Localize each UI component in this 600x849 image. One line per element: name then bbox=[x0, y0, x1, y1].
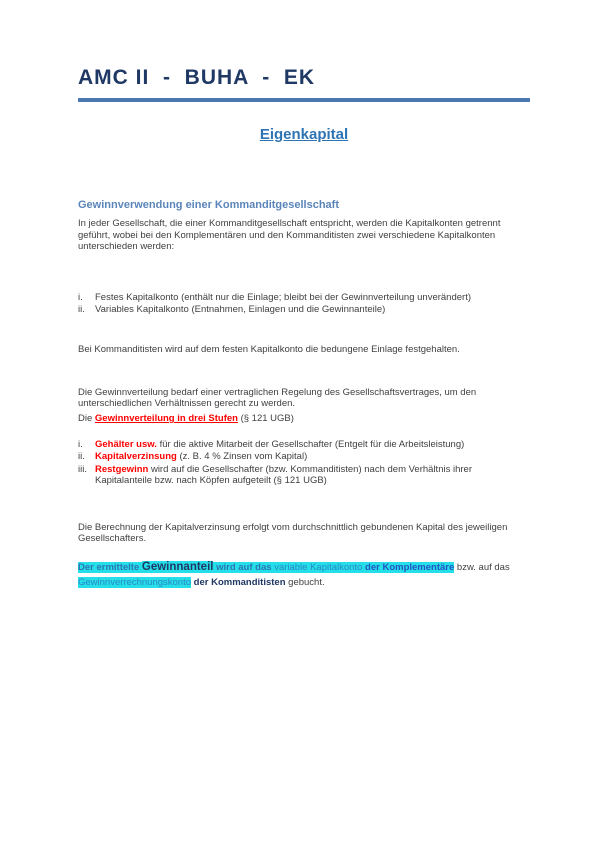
intro-paragraph: In jeder Gesellschaft, die einer Kommanditgesellschaft entspricht, werden die Kapitalkonten getrennt geführt, wobei bei den Komplementären und den Kommanditisten zwei verschiedene Kapitalkonten unterschieden werden: bbox=[78, 218, 501, 252]
step-item bbox=[78, 464, 530, 486]
rule-highlighted-text: Gewinnverteilung in drei Stufen bbox=[94, 413, 238, 425]
verteilung-rule-line bbox=[78, 413, 530, 424]
step-lead-term: Gehälter usw. bbox=[95, 439, 157, 451]
profit-distribution-steps bbox=[78, 439, 530, 486]
list-marker: ii. bbox=[78, 451, 85, 463]
page-title: Eigenkapital bbox=[259, 125, 349, 143]
document-header-title: AMC II - BUHA - EK bbox=[78, 66, 530, 102]
step-text bbox=[95, 464, 530, 486]
segment-gewinnverrechnungskonto: Gewinnverrechnungskonto bbox=[78, 577, 192, 589]
list-marker: iii. bbox=[78, 463, 87, 475]
buchung-paragraph bbox=[78, 559, 530, 589]
segment-variables-kapitalkonto: variable Kapitalkonto bbox=[274, 562, 363, 574]
step-item bbox=[78, 439, 530, 450]
list-item bbox=[78, 292, 530, 303]
verteilung-paragraph: Die Gewinnverteilung bedarf einer vertraglichen Regelung des Gesellschaftsvertrages, um den unterschiedlichen Verhältnissen gerecht zu werden. bbox=[78, 386, 477, 409]
step-rest: wird auf die Gesellschafter (bzw. Kommanditisten) nach dem Verhältnis ihrer Kapitalanteile bzw. nach Köpfen aufgeteilt (§ 121 UGB) bbox=[95, 463, 472, 486]
list-marker: ii. bbox=[78, 304, 85, 316]
step-rest: für die aktive Mitarbeit der Gesellschafter (Entgelt für die Arbeitsleistung) bbox=[156, 439, 465, 451]
berechnung-paragraph: Die Berechnung der Kapitalverzinsung erfolgt vom durchschnittlich gebundenen Kapital des jeweiligen Gesellschafters. bbox=[78, 522, 508, 545]
segment-der-komplementaere: der Komplementäre bbox=[362, 562, 455, 574]
segment-wird-auf-das: wird auf das bbox=[213, 562, 275, 574]
list-item-text: Festes Kapitalkonto (enthält nur die Einlage; bleibt bei der Gewinnverteilung unverändert) bbox=[95, 292, 472, 304]
segment-der-kommanditisten: der Kommanditisten bbox=[191, 577, 286, 589]
list-marker: i. bbox=[78, 292, 83, 304]
segment-gebucht: gebucht. bbox=[285, 577, 325, 589]
segment-bzw-auf-das: bzw. auf das bbox=[454, 562, 513, 574]
rule-prefix: Die bbox=[78, 413, 95, 425]
list-marker: i. bbox=[78, 439, 83, 451]
segment-der-ermittelte: Der ermittelte bbox=[78, 562, 142, 574]
section-heading: Gewinnverwendung einer Kommanditgesellschaft bbox=[78, 199, 339, 212]
step-text bbox=[95, 439, 530, 450]
segment-gewinnanteil: Gewinnanteil bbox=[141, 561, 214, 574]
kommanditisten-note: Bei Kommanditisten wird auf dem festen Kapitalkonto die bedungene Einlage festgehalten. bbox=[78, 344, 460, 356]
account-types-list bbox=[78, 292, 530, 315]
rule-law-reference: (§ 121 UGB) bbox=[237, 413, 294, 425]
list-item-text: Variables Kapitalkonto (Entnahmen, Einlagen und die Gewinnanteile) bbox=[95, 304, 386, 316]
step-item bbox=[78, 451, 530, 462]
step-lead-term: Kapitalverzinsung bbox=[95, 451, 177, 463]
step-text bbox=[95, 451, 530, 462]
step-rest: (z. B. 4 % Zinsen vom Kapital) bbox=[176, 451, 308, 463]
list-item bbox=[78, 304, 530, 315]
step-lead-term: Restgewinn bbox=[95, 463, 149, 475]
